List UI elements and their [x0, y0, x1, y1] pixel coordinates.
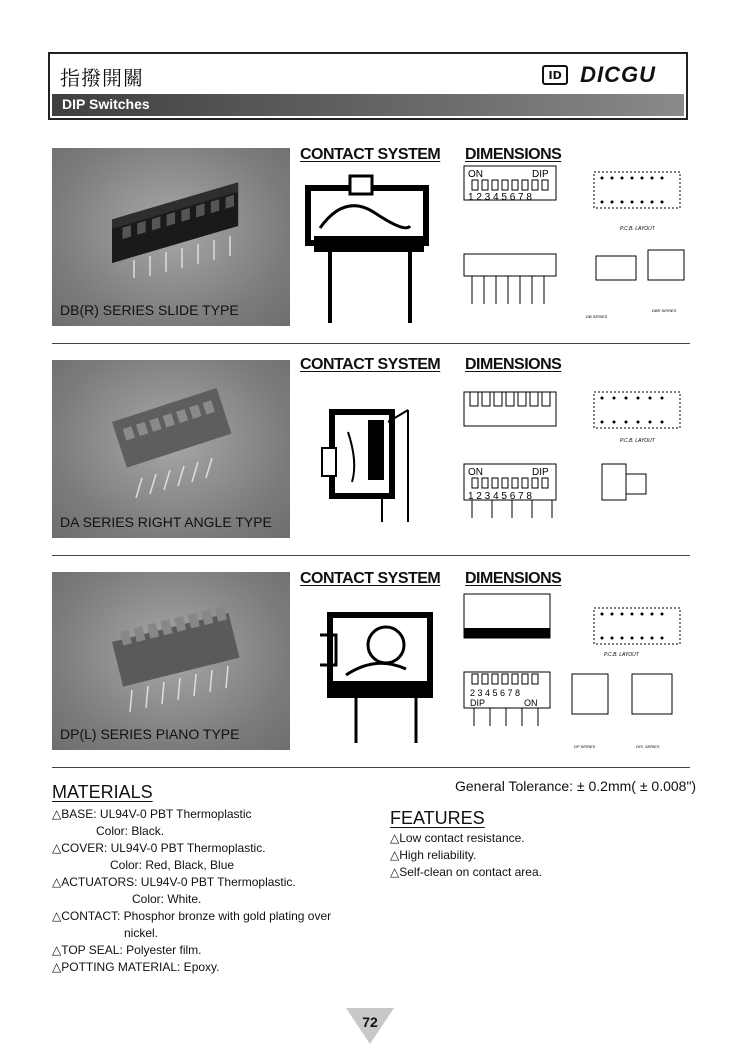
contact-system-label: CONTACT SYSTEM [300, 570, 441, 587]
dip-mark: DIP [532, 467, 549, 478]
page-header [48, 52, 688, 120]
chinese-title: 指撥開關 [60, 66, 144, 90]
features-line: △High reliability. [390, 848, 477, 862]
dbr-series-label: DBR SERIES [652, 308, 677, 313]
brand [542, 62, 656, 88]
materials-line: nickel. [124, 926, 159, 940]
header-top [50, 54, 686, 94]
separator [52, 767, 690, 768]
separator [52, 343, 690, 344]
db-series-photo [52, 148, 290, 326]
materials-title: MATERIALS [52, 782, 153, 802]
dip-mark: DIP [470, 698, 486, 708]
dp-dimensions-diagram [462, 592, 690, 752]
dimensions-label: DIMENSIONS [465, 146, 562, 163]
features-line: △Low contact resistance. [390, 831, 525, 845]
general-tolerance: General Tolerance: ± 0.2mm( ± 0.008") [455, 778, 697, 794]
brand-name: DICGU [580, 62, 656, 87]
pcb-layout-label: P.C.B. LAYOUT [620, 438, 655, 444]
photo-caption: DB(R) SERIES SLIDE TYPE [60, 302, 239, 318]
dp-series-label: DP SERIES [574, 744, 596, 749]
da-series-photo [52, 360, 290, 538]
da-switch-image [52, 360, 290, 538]
photo-caption: DP(L) SERIES PIANO TYPE [60, 726, 240, 742]
dip-mark: DIP [532, 169, 549, 180]
numbers-mark: 1 2 3 4 5 6 7 8 [468, 192, 532, 203]
materials-line: △BASE: UL94V-0 PBT Thermoplastic [52, 807, 252, 821]
dp-switch-image [52, 572, 290, 750]
da-dimensions-diagram [462, 378, 690, 543]
materials-line: △POTTING MATERIAL: Epoxy. [52, 960, 220, 974]
page-number: 72 [362, 1014, 378, 1030]
separator [52, 555, 690, 556]
pcb-layout-label: P.C.B. LAYOUT [620, 226, 655, 232]
pcb-layout-label: P.C.B. LAYOUT [604, 652, 639, 658]
db-series-label: DB SERIES [586, 314, 608, 319]
materials-line: △COVER: UL94V-0 PBT Thermoplastic. [52, 841, 266, 855]
materials-line: △CONTACT: Phosphor bronze with gold plating over [52, 909, 332, 923]
dp-contact-diagram [316, 605, 446, 745]
dp-series-photo [52, 572, 290, 750]
dpl-series-label: DPL SERIES [636, 744, 660, 749]
brand-logo-icon: ID [542, 65, 568, 85]
db-dimensions-diagram [462, 164, 690, 324]
photo-caption: DA SERIES RIGHT ANGLE TYPE [60, 514, 272, 530]
materials-line: Color: White. [132, 892, 202, 906]
db-switch-image [52, 148, 290, 326]
on-mark: ON [468, 467, 483, 478]
db-contact-diagram [300, 168, 450, 328]
numbers-mark: 1 2 3 4 5 6 7 8 [468, 491, 532, 502]
subtitle: DIP Switches [62, 96, 150, 112]
subtitle-bar [52, 94, 684, 116]
materials-line: Color: Black. [96, 824, 165, 838]
materials-list [52, 806, 331, 976]
materials-line: △TOP SEAL: Polyester film. [52, 943, 202, 957]
on-mark: ON [468, 169, 483, 180]
dimensions-label: DIMENSIONS [465, 356, 562, 373]
contact-system-label: CONTACT SYSTEM [300, 356, 441, 373]
features-line: △Self-clean on contact area. [390, 865, 542, 879]
features-title: FEATURES [390, 808, 485, 828]
dimensions-label: DIMENSIONS [465, 570, 562, 587]
materials-line: △ACTUATORS: UL94V-0 PBT Thermoplastic. [52, 875, 296, 889]
materials-line: Color: Red, Black, Blue [110, 858, 235, 872]
features-list [390, 830, 542, 881]
on-mark: ON [524, 698, 538, 708]
contact-system-label: CONTACT SYSTEM [300, 146, 441, 163]
numbers-mark: 2 3 4 5 6 7 8 [470, 688, 521, 698]
da-contact-diagram [318, 402, 418, 527]
